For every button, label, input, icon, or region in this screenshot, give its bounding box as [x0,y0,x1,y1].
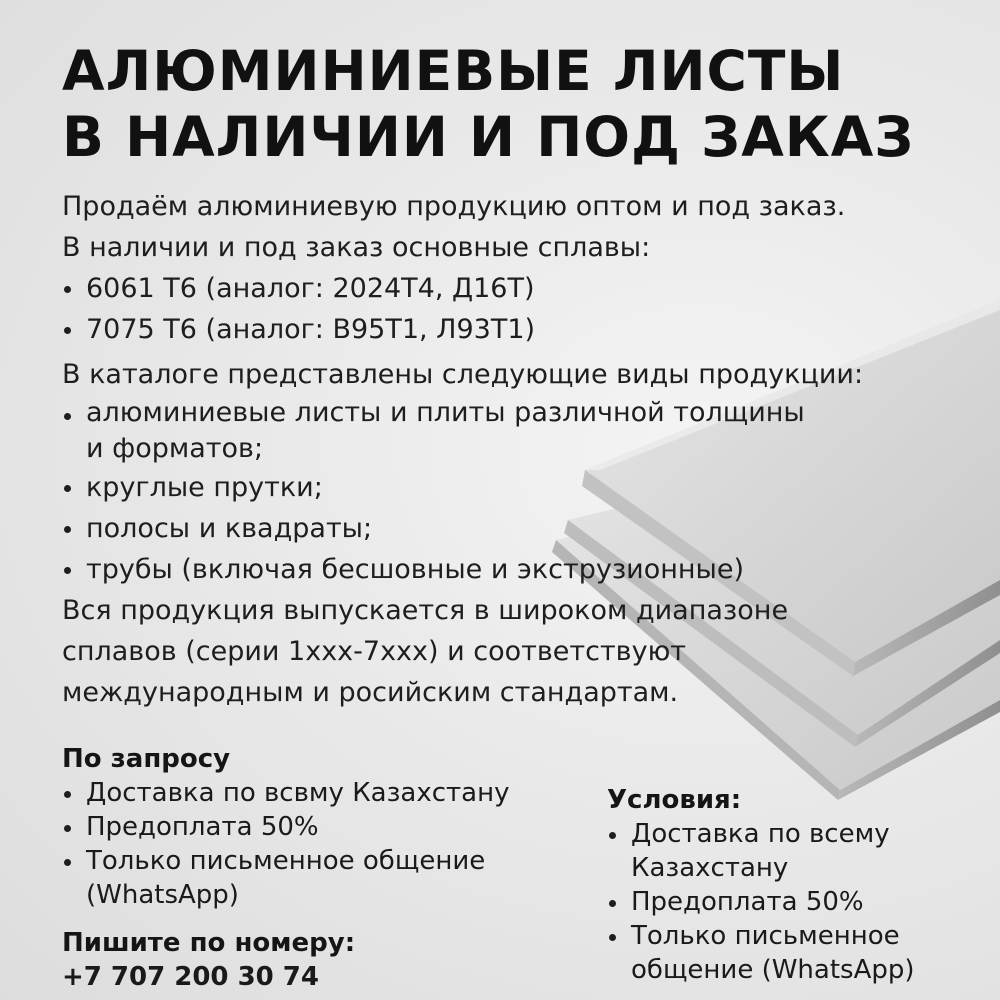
intro-line-2: В наличии и под заказ основные сплавы: [62,232,651,263]
list-item: 6061 Т6 (аналог: 2024Т4, Д16Т) [62,268,962,309]
on-request-section [62,742,582,994]
list-item: Доставка по всему Казахстану [607,817,931,885]
list-item: Только письменное общение (WhatsApp) [62,844,546,912]
list-item: круглые прутки; [62,467,962,508]
product-line-continued: и форматов; [86,433,264,464]
catalog-heading: В каталоге представлены следующие виды продукции: [62,359,864,390]
list-item: Предоплата 50% [62,810,582,844]
title-line-2: В НАЛИЧИИ И ПОД ЗАКАЗ [62,105,915,169]
on-request-heading: По запросу [62,744,231,774]
intro-text [62,186,962,268]
conditions-list [607,817,967,987]
conditions-section [607,783,967,987]
list-item: Доставка по всвму Казахстану [62,776,582,810]
conditions-heading: Условия: [607,785,742,815]
standards-line-2: сплавов (серии 1ххх-7ххх) и соответствуют [62,636,687,667]
title-line-1: АЛЮМИНИЕВЫЕ ЛИСТЫ [62,39,845,103]
products-list [62,395,962,590]
list-item: Предоплата 50% [607,885,967,919]
phone-number[interactable]: +7 707 200 30 74 [62,962,319,992]
intro-line-1: Продаём алюминиевую продукцию оптом и под заказ. [62,191,846,222]
list-item [62,395,962,467]
on-request-list [62,776,582,912]
list-item: полосы и квадраты; [62,508,962,549]
list-item: Только письменное общение (WhatsApp) [607,919,951,987]
standards-line-3: международным и росийским стандартам. [62,677,679,708]
list-item: трубы (включая бесшовные и экструзионные) [62,549,962,590]
product-line: алюминиевые листы и плиты различной толщины [86,397,805,428]
main-content [62,38,962,713]
alloys-list [62,268,962,350]
standards-text [62,590,962,713]
list-item: 7075 Т6 (аналог: В95Т1, Л93Т1) [62,309,962,350]
standards-line-1: Вся продукция выпускается в широком диапазоне [62,595,789,626]
contact-label: Пишите по номеру: [62,928,356,958]
page-title [62,38,962,170]
